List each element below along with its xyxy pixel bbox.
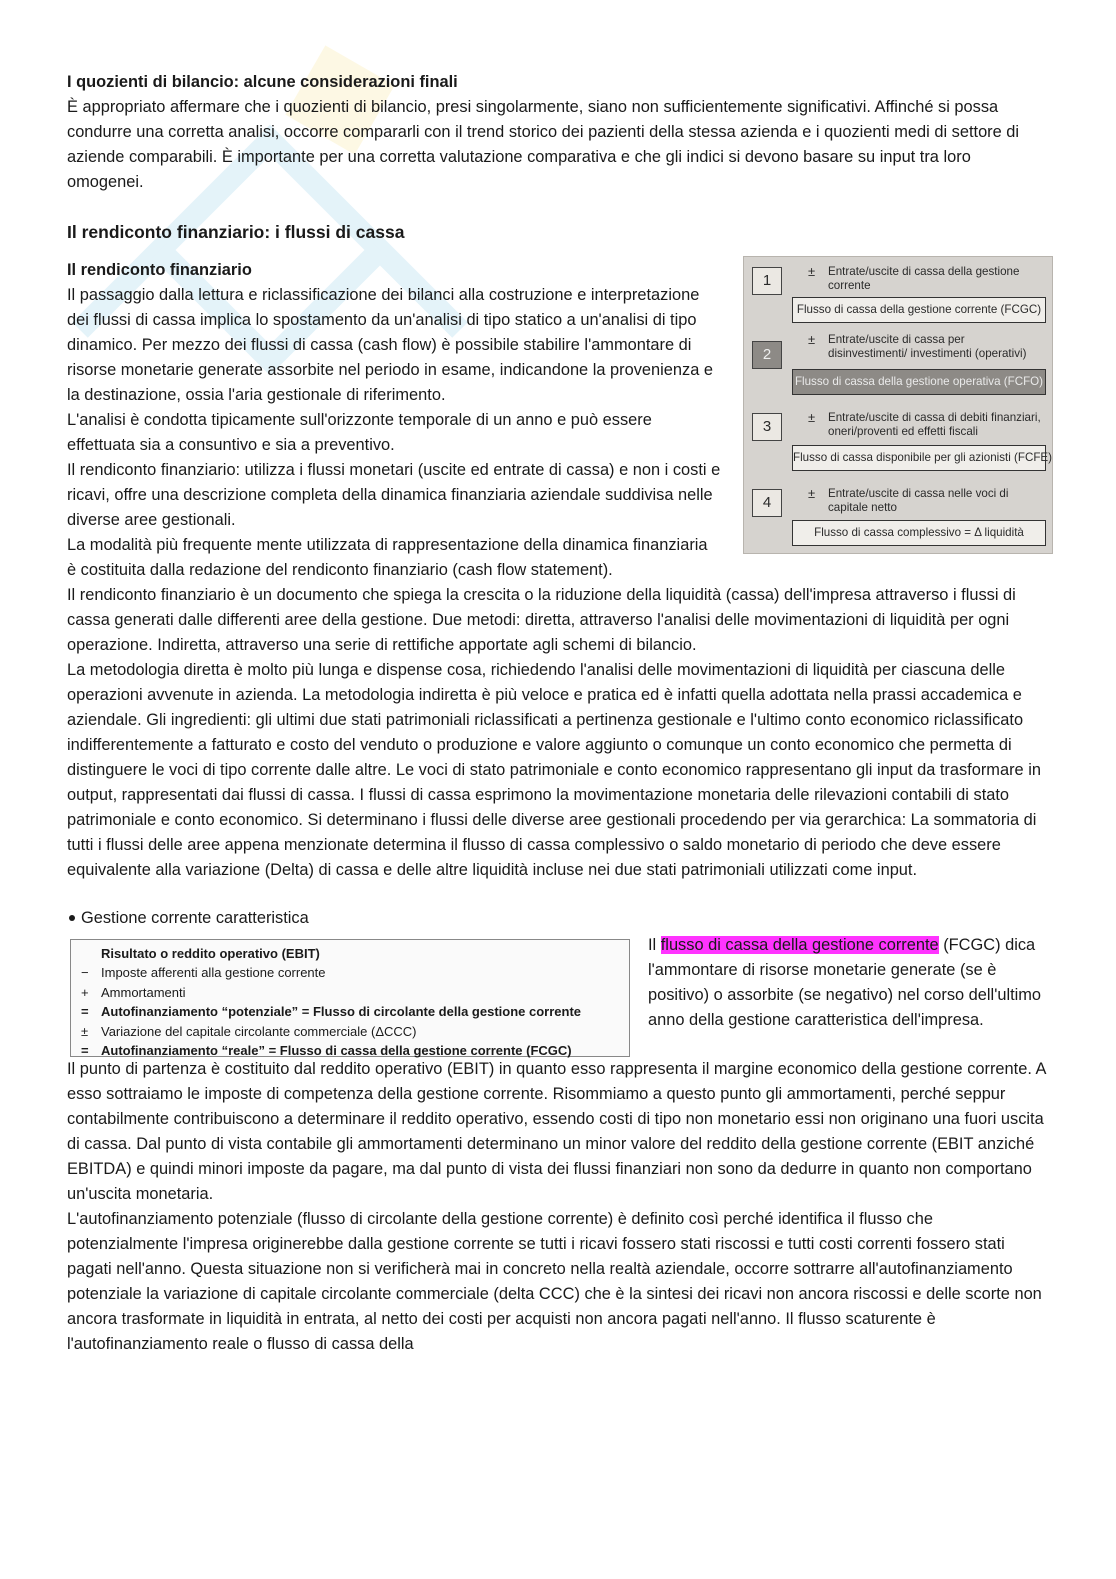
paragraph: La modalità più frequente mente utilizzata di rappresentazione della dinamica finanziaria è costituita dalla redazione del rendiconto finanziario (cash flow statement).	[67, 536, 708, 579]
diagram-row-description: Entrate/uscite di cassa nelle voci di capitale netto	[828, 487, 1009, 514]
formula-text: Autofinanziamento “reale” = Flusso di cassa della gestione corrente (FCGC)	[101, 1043, 572, 1059]
formula-line	[81, 983, 629, 1002]
highlighted-term: flusso di cassa della gestione corrente	[660, 936, 939, 954]
plus-minus-sign: ±	[808, 332, 816, 347]
formula-text: Imposte afferenti alla gestione corrente	[101, 965, 326, 981]
formula-symbol: +	[81, 984, 89, 1000]
paragraph: L'analisi è condotta tipicamente sull'orizzonte temporale di un anno e può essere effettuata sia a consuntivo e sia a preventivo.	[67, 411, 652, 454]
paragraph: Il rendiconto finanziario: utilizza i flussi monetari (uscite ed entrate di cassa) e non i costi e ricavi, offre una descrizione completa della dinamica finanziaria aziendale suddivisa nelle diverse aree gestionali.	[67, 461, 721, 529]
side-text-pre: Il	[648, 936, 661, 954]
side-text-post: (FCGC) dica l'ammontare di risorse monetarie generate (se è positivo) o assorbite (se negativo) nel corso dell'ultimo anno della gestione caratteristica dell'impresa.	[648, 936, 1042, 1029]
plus-minus-sign: ±	[808, 486, 816, 501]
formula-line	[81, 1002, 629, 1021]
diagram-row-2	[752, 333, 1046, 399]
diagram-row-description: Entrate/uscite di cassa per disinvestimenti/ investimenti (operativi)	[828, 333, 1027, 360]
diagram-flow-box: Flusso di cassa della gestione corrente (FCGC)	[792, 297, 1046, 323]
formula-line	[81, 1022, 629, 1041]
formula-text: Ammortamenti	[101, 984, 186, 1000]
diagram-row-4	[752, 487, 1046, 547]
diagram-step-number: 1	[752, 267, 782, 295]
diagram-row-description: Entrate/uscite di cassa di debiti finanziari, oneri/proventi ed effetti fiscali	[828, 411, 1041, 438]
bullet-icon	[69, 915, 75, 921]
bullet-item	[67, 906, 1047, 931]
diagram-flow-box: Flusso di cassa disponibile per gli azionisti (FCFE)	[792, 445, 1046, 471]
diagram-row-3	[752, 410, 1053, 473]
plus-minus-sign: ±	[808, 410, 816, 425]
plus-minus-sign: ±	[808, 264, 816, 279]
gestione-corrente-block	[67, 933, 1047, 1057]
formula-text: Autofinanziamento “potenziale” = Flusso di circolante della gestione corrente	[101, 1004, 582, 1020]
paragraph: Il punto di partenza è costituito dal reddito operativo (EBIT) in quanto esso rappresenta il margine economico della gestione corrente. A esso sottraiamo le imposte di competenza della gestione corrente. Risommiamo a questo punto gli ammortamenti, perché seppur contabilmente contribuiscono a determinare il reddito operativo, essendo costi di tipo non monetario essi non originano una fuori uscita di cassa. Dal punto di vista contabile gli ammortamenti determinano un minor valore del reddito della gestione corrente (EBIT anziché EBITDA) e quindi minori imposte da pagare, ma dal punto di vista dei flussi finanziari non sono da dedurre in quanto non comportano un'uscita monetaria.	[67, 1060, 1046, 1203]
section-title-quozienti: I quozienti di bilancio: alcune considerazioni finali	[67, 73, 458, 91]
paragraph: L'autofinanziamento potenziale (flusso di circolante della gestione corrente) è definito così perché identifica il flusso che potenzialmente l'impresa originerebbe dalla gestione corrente se tutti i ricavi fossero stati riscossi e tutti costi correnti fossero stati pagati nell'anno. Questa situazione non si verificherà mai in concreto nella realtà aziendale, occorre sottrarre all'autofinanziamento potenziale la variazione di capitale circolante commerciale (delta CCC) che è la sintesi dei ricavi non ancora riscossi e delle scorte non ancora trasformate in liquidità in entrata, al netto dei costi per acquisti non ancora pagati nell'anno. Il flusso scaturente è l'autofinanziamento reale o flusso di cassa della	[67, 1210, 1042, 1353]
diagram-step-number: 4	[752, 489, 782, 517]
diagram-row-1	[752, 265, 1046, 325]
bullet-text: Gestione corrente caratteristica	[81, 909, 309, 927]
diagram-row-description: Entrate/uscite di cassa della gestione corrente	[828, 265, 1020, 292]
formula-text: Risultato o reddito operativo (EBIT)	[101, 946, 320, 961]
subsection-title: Il rendiconto finanziario	[67, 261, 252, 279]
diagram-step-number: 3	[752, 413, 782, 441]
diagram-step-number: 2	[752, 341, 782, 369]
rendiconto-block	[67, 258, 1053, 883]
paragraph: La metodologia diretta è molto più lunga e dispense cosa, richiedendo l'analisi delle movimentazioni di liquidità per ciascuna delle operazioni avvenute in azienda. La metodologia indiretta è più veloce e pratica ed è infatti quella adottata nella prassi accademica e aziendale. Gli ingredienti: gli ultimi due stati patrimoniali riclassificati a pertinenza gestionale e l'ultimo conto economico riclassificato indifferentemente a fatturato e costo del venduto o produzione e valore aggiunto o comunque un conto economico che permetta di distinguere le voci di tipo corrente dalle altre. Le voci di stato patrimoniale e conto economico rappresentano gli input da trasformare in output, rappresentati dai flussi di cassa. I flussi di cassa esprimono la movimentazione monetaria delle rilevazioni contabili di stato patrimoniale e conto economico. Si determinano i flussi delle diverse aree gestionali procedendo per via gerarchica: La sommatoria di tutti i flussi delle aree appena menzionate determina il flusso di cassa complessivo o saldo monetario di periodo che deve essere equivalente alla variazione (Delta) di cassa e delle altre liquidità incluse nei due stati patrimoniali utilizzati come input.	[67, 661, 1041, 879]
cash-flow-diagram	[743, 256, 1053, 554]
formula-symbol: =	[81, 1043, 89, 1059]
document-page	[67, 70, 1053, 1357]
paragraph: Il rendiconto finanziario è un documento che spiega la crescita o la riduzione della liquidità (cassa) dell'impresa attraverso i flussi di cassa generati dalle differenti aree della gestione. Due metodi: diretta, attraverso l'analisi delle movimentazioni di liquidità per ogni operazione. Indiretta, attraverso una serie di rettifiche apportate agli schemi di bilancio.	[67, 586, 1016, 654]
paragraph-quozienti: È appropriato affermare che i quozienti di bilancio, presi singolarmente, siano non sufficientemente significativi. Affinché si possa condurre una corretta analisi, occorre compararli con il trend storico dei pazienti della stessa azienda e i quozienti medi di settore di aziende comparabili. È importante per una corretta valutazione comparativa e che gli indici si devono basare su input tra loro omogenei.	[67, 98, 1020, 191]
formula-symbol: ±	[81, 1023, 89, 1039]
fcgc-formula-table	[70, 939, 630, 1057]
formula-line	[81, 963, 629, 982]
section-title-rendiconto: Il rendiconto finanziario: i flussi di cassa	[67, 222, 405, 242]
formula-symbol: −	[81, 965, 89, 981]
formula-line	[81, 944, 629, 963]
paragraph: Il passaggio dalla lettura e riclassificazione dei bilanci alla costruzione e interpretazione dei flussi di cassa implica lo spostamento da un'analisi di tipo statico a un'analisi di tipo dinamico. Per mezzo dei flussi di cassa (cash flow) è possibile stabilire l'ammontare di risorse monetarie generate assorbite nel periodo in esame, indicandone la provenienza e la destinazione, ossia l'aria gestionale di riferimento.	[67, 286, 714, 404]
formula-text: Variazione del capitale circolante commerciale (ΔCCC)	[101, 1023, 417, 1039]
formula-symbol: =	[81, 1004, 89, 1020]
diagram-flow-box: Flusso di cassa della gestione operativa (FCFO)	[792, 369, 1046, 395]
diagram-flow-box: Flusso di cassa complessivo = Δ liquidità	[792, 520, 1046, 546]
